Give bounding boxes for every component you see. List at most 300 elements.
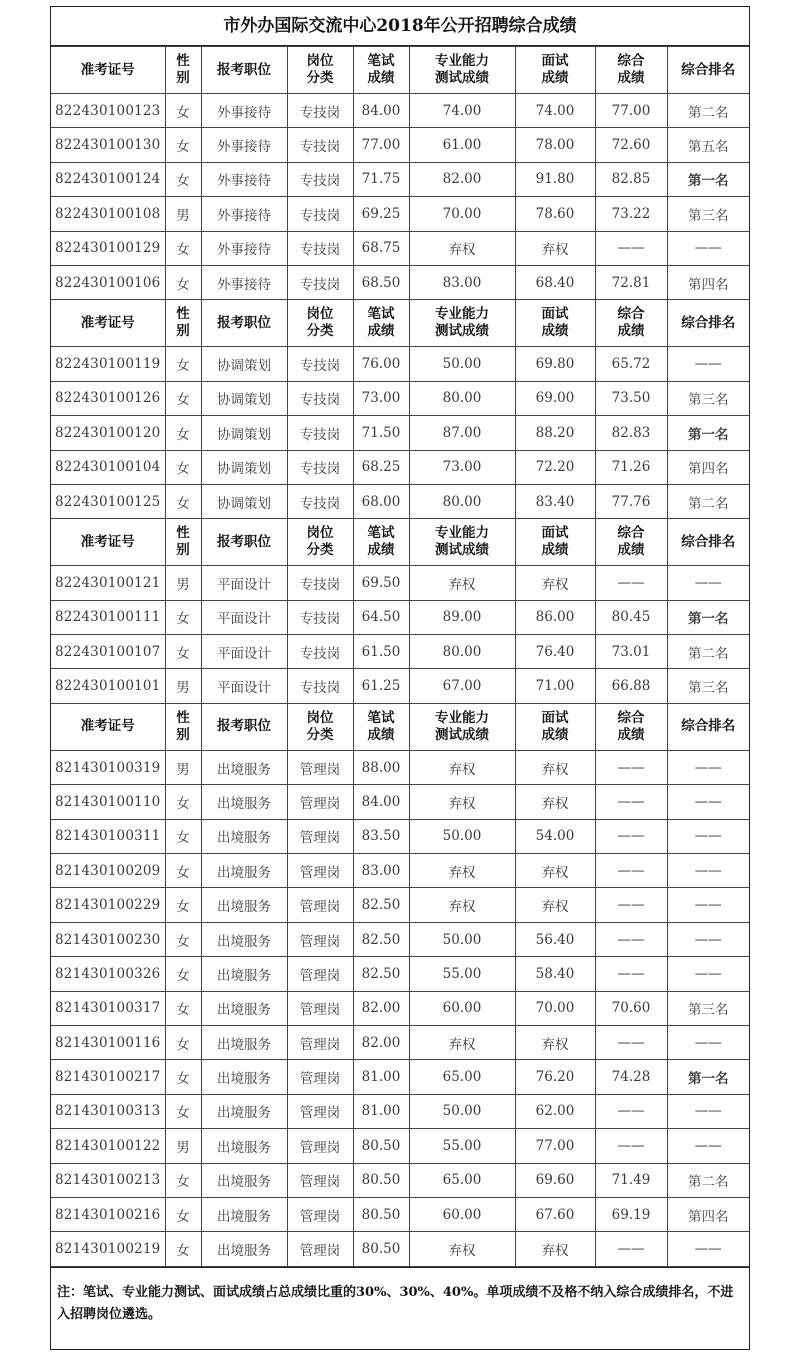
cell-exam-id: 821430100319 [51,750,165,784]
cell-ability-score: 83.00 [409,265,515,299]
header-ability-score: 专业能力 测试成绩 [409,703,515,750]
cell-interview-score: 弃权 [515,1232,595,1266]
header-ability-score: 专业能力 测试成绩 [409,47,515,94]
header-interview-score: 面试 成绩 [515,703,595,750]
cell-position: 出境服务 [201,1094,287,1128]
cell-total-score: —— [595,1094,667,1128]
cell-total-score: 77.00 [595,94,667,128]
cell-gender: 女 [165,162,201,196]
cell-ability-score: 60.00 [409,1197,515,1231]
table-row [51,819,749,853]
header-gender: 性 别 [165,703,201,750]
cell-total-score: —— [595,1129,667,1163]
cell-gender: 女 [165,265,201,299]
header-post-category: 岗位 分类 [287,47,353,94]
cell-total-score: 82.85 [595,162,667,196]
header-interview-score: 面试 成绩 [515,519,595,566]
header-rank: 综合排名 [667,300,749,347]
cell-ability-score: 80.00 [409,381,515,415]
cell-position: 外事接待 [201,197,287,231]
cell-total-score: —— [595,854,667,888]
cell-interview-score: 弃权 [515,231,595,265]
cell-ability-score: 65.00 [409,1060,515,1094]
cell-written-score: 64.50 [353,600,409,634]
table-row [51,231,749,265]
cell-total-score: 72.60 [595,128,667,162]
page-title: 市外办国际交流中心2018年公开招聘综合成绩 [51,7,749,46]
header-position: 报考职位 [201,519,287,566]
cell-rank: 第二名 [667,484,749,518]
cell-interview-score: 69.00 [515,381,595,415]
header-row [51,47,749,94]
cell-exam-id: 821430100216 [51,1197,165,1231]
header-written-score: 笔试 成绩 [353,519,409,566]
cell-interview-score: 69.80 [515,347,595,381]
cell-exam-id: 822430100101 [51,669,165,703]
cell-interview-score: 62.00 [515,1094,595,1128]
cell-ability-score: 弃权 [409,1232,515,1266]
cell-interview-score: 54.00 [515,819,595,853]
cell-ability-score: 50.00 [409,922,515,956]
header-ability-score: 专业能力 测试成绩 [409,519,515,566]
header-position: 报考职位 [201,703,287,750]
cell-interview-score: 78.60 [515,197,595,231]
table-row [51,854,749,888]
cell-interview-score: 71.00 [515,669,595,703]
cell-exam-id: 822430100111 [51,600,165,634]
cell-ability-score: 50.00 [409,347,515,381]
cell-position: 外事接待 [201,162,287,196]
cell-post-category: 管理岗 [287,957,353,991]
cell-position: 出境服务 [201,888,287,922]
cell-ability-score: 67.00 [409,669,515,703]
cell-exam-id: 821430100219 [51,1232,165,1266]
cell-rank: 第五名 [667,128,749,162]
cell-rank: —— [667,566,749,600]
cell-total-score: —— [595,231,667,265]
cell-ability-score: 50.00 [409,1094,515,1128]
cell-rank: 第四名 [667,1197,749,1231]
table-row [51,162,749,196]
cell-rank: —— [667,347,749,381]
cell-total-score: —— [595,888,667,922]
cell-written-score: 80.50 [353,1129,409,1163]
table-row [51,450,749,484]
table-row [51,1197,749,1231]
cell-post-category: 专技岗 [287,484,353,518]
cell-exam-id: 821430100209 [51,854,165,888]
header-row [51,703,749,750]
cell-total-score: 77.76 [595,484,667,518]
cell-rank: 第一名 [667,600,749,634]
header-written-score: 笔试 成绩 [353,300,409,347]
cell-written-score: 82.50 [353,922,409,956]
cell-post-category: 管理岗 [287,785,353,819]
cell-interview-score: 86.00 [515,600,595,634]
cell-exam-id: 821430100317 [51,991,165,1025]
cell-rank: 第三名 [667,197,749,231]
cell-position: 外事接待 [201,231,287,265]
cell-written-score: 61.50 [353,635,409,669]
cell-ability-score: 55.00 [409,1129,515,1163]
cell-ability-score: 70.00 [409,197,515,231]
cell-exam-id: 821430100217 [51,1060,165,1094]
cell-gender: 女 [165,1094,201,1128]
header-row [51,519,749,566]
cell-exam-id: 821430100313 [51,1094,165,1128]
cell-written-score: 81.00 [353,1094,409,1128]
cell-interview-score: 76.40 [515,635,595,669]
table-row [51,785,749,819]
cell-interview-score: 56.40 [515,922,595,956]
cell-exam-id: 822430100119 [51,347,165,381]
cell-exam-id: 822430100129 [51,231,165,265]
cell-post-category: 专技岗 [287,566,353,600]
cell-position: 协调策划 [201,381,287,415]
cell-position: 平面设计 [201,566,287,600]
cell-written-score: 71.75 [353,162,409,196]
cell-total-score: 72.81 [595,265,667,299]
cell-position: 出境服务 [201,957,287,991]
cell-interview-score: 76.20 [515,1060,595,1094]
header-post-category: 岗位 分类 [287,703,353,750]
header-exam-id: 准考证号 [51,519,165,566]
cell-gender: 女 [165,381,201,415]
cell-post-category: 专技岗 [287,162,353,196]
cell-position: 出境服务 [201,1025,287,1059]
score-sheet [50,6,750,1350]
cell-written-score: 82.00 [353,1025,409,1059]
cell-exam-id: 821430100116 [51,1025,165,1059]
cell-interview-score: 弃权 [515,1025,595,1059]
cell-written-score: 61.25 [353,669,409,703]
cell-interview-score: 弃权 [515,566,595,600]
table-row [51,347,749,381]
cell-written-score: 68.25 [353,450,409,484]
table-row [51,1129,749,1163]
cell-total-score: —— [595,922,667,956]
cell-post-category: 专技岗 [287,416,353,450]
cell-exam-id: 822430100106 [51,265,165,299]
cell-position: 出境服务 [201,1060,287,1094]
cell-rank: —— [667,1129,749,1163]
table-row [51,600,749,634]
cell-exam-id: 822430100123 [51,94,165,128]
cell-gender: 女 [165,819,201,853]
cell-interview-score: 88.20 [515,416,595,450]
header-interview-score: 面试 成绩 [515,47,595,94]
header-rank: 综合排名 [667,703,749,750]
table-row [51,669,749,703]
cell-interview-score: 弃权 [515,854,595,888]
table-row [51,94,749,128]
cell-ability-score: 弃权 [409,785,515,819]
header-total-score: 综合 成绩 [595,47,667,94]
cell-position: 出境服务 [201,819,287,853]
table-row [51,991,749,1025]
cell-position: 平面设计 [201,600,287,634]
cell-ability-score: 弃权 [409,1025,515,1059]
cell-ability-score: 65.00 [409,1163,515,1197]
cell-post-category: 管理岗 [287,1197,353,1231]
header-exam-id: 准考证号 [51,47,165,94]
cell-rank: —— [667,819,749,853]
cell-rank: —— [667,1232,749,1266]
cell-position: 出境服务 [201,854,287,888]
header-written-score: 笔试 成绩 [353,47,409,94]
cell-written-score: 84.00 [353,785,409,819]
cell-ability-score: 60.00 [409,991,515,1025]
cell-written-score: 88.00 [353,750,409,784]
table-row [51,416,749,450]
cell-gender: 女 [165,1197,201,1231]
cell-post-category: 管理岗 [287,1232,353,1266]
cell-post-category: 管理岗 [287,922,353,956]
table-row [51,1025,749,1059]
cell-gender: 女 [165,635,201,669]
cell-written-score: 71.50 [353,416,409,450]
cell-interview-score: 70.00 [515,991,595,1025]
header-gender: 性 别 [165,519,201,566]
cell-total-score: 82.83 [595,416,667,450]
header-exam-id: 准考证号 [51,703,165,750]
cell-post-category: 专技岗 [287,381,353,415]
cell-exam-id: 822430100130 [51,128,165,162]
cell-post-category: 专技岗 [287,94,353,128]
table-row [51,128,749,162]
header-rank: 综合排名 [667,519,749,566]
cell-post-category: 专技岗 [287,265,353,299]
cell-total-score: 71.26 [595,450,667,484]
cell-total-score: 80.45 [595,600,667,634]
cell-interview-score: 91.80 [515,162,595,196]
cell-gender: 女 [165,854,201,888]
header-rank: 综合排名 [667,47,749,94]
cell-gender: 女 [165,888,201,922]
cell-gender: 男 [165,566,201,600]
cell-rank: 第一名 [667,416,749,450]
cell-post-category: 管理岗 [287,1094,353,1128]
table-row [51,750,749,784]
cell-position: 外事接待 [201,94,287,128]
cell-written-score: 69.50 [353,566,409,600]
cell-written-score: 69.25 [353,197,409,231]
cell-ability-score: 50.00 [409,819,515,853]
cell-gender: 女 [165,128,201,162]
table-row [51,566,749,600]
cell-gender: 女 [165,94,201,128]
cell-rank: —— [667,1094,749,1128]
cell-rank: 第一名 [667,1060,749,1094]
cell-written-score: 83.50 [353,819,409,853]
cell-position: 外事接待 [201,128,287,162]
table-row [51,1060,749,1094]
cell-rank: 第三名 [667,669,749,703]
cell-total-score: —— [595,750,667,784]
cell-ability-score: 弃权 [409,231,515,265]
cell-interview-score: 弃权 [515,785,595,819]
cell-rank: —— [667,785,749,819]
cell-post-category: 管理岗 [287,750,353,784]
cell-written-score: 68.75 [353,231,409,265]
cell-rank: 第二名 [667,635,749,669]
header-interview-score: 面试 成绩 [515,300,595,347]
cell-post-category: 专技岗 [287,669,353,703]
cell-gender: 女 [165,231,201,265]
cell-position: 出境服务 [201,1129,287,1163]
cell-gender: 女 [165,1025,201,1059]
cell-gender: 女 [165,416,201,450]
cell-post-category: 专技岗 [287,128,353,162]
cell-written-score: 68.50 [353,265,409,299]
cell-exam-id: 821430100326 [51,957,165,991]
cell-ability-score: 55.00 [409,957,515,991]
cell-gender: 女 [165,1060,201,1094]
cell-exam-id: 822430100125 [51,484,165,518]
cell-total-score: 65.72 [595,347,667,381]
cell-gender: 女 [165,957,201,991]
cell-interview-score: 72.20 [515,450,595,484]
cell-gender: 女 [165,1232,201,1266]
cell-written-score: 83.00 [353,854,409,888]
table-row [51,1232,749,1266]
cell-rank: —— [667,231,749,265]
cell-rank: —— [667,922,749,956]
cell-ability-score: 74.00 [409,94,515,128]
cell-post-category: 管理岗 [287,1163,353,1197]
cell-total-score: —— [595,1025,667,1059]
cell-gender: 女 [165,1163,201,1197]
cell-exam-id: 822430100120 [51,416,165,450]
cell-ability-score: 82.00 [409,162,515,196]
cell-gender: 女 [165,785,201,819]
header-post-category: 岗位 分类 [287,519,353,566]
cell-gender: 女 [165,450,201,484]
cell-exam-id: 821430100213 [51,1163,165,1197]
cell-gender: 女 [165,484,201,518]
header-written-score: 笔试 成绩 [353,703,409,750]
cell-position: 出境服务 [201,785,287,819]
cell-post-category: 专技岗 [287,231,353,265]
cell-post-category: 管理岗 [287,854,353,888]
cell-ability-score: 61.00 [409,128,515,162]
table-row [51,888,749,922]
table-row [51,265,749,299]
cell-position: 出境服务 [201,1163,287,1197]
header-position: 报考职位 [201,300,287,347]
cell-rank: —— [667,888,749,922]
header-post-category: 岗位 分类 [287,300,353,347]
cell-interview-score: 68.40 [515,265,595,299]
cell-ability-score: 弃权 [409,750,515,784]
cell-exam-id: 821430100110 [51,785,165,819]
cell-rank: —— [667,1025,749,1059]
cell-position: 出境服务 [201,750,287,784]
cell-written-score: 76.00 [353,347,409,381]
cell-total-score: 71.49 [595,1163,667,1197]
cell-exam-id: 822430100121 [51,566,165,600]
cell-total-score: —— [595,785,667,819]
cell-total-score: 73.50 [595,381,667,415]
cell-written-score: 73.00 [353,381,409,415]
cell-total-score: —— [595,957,667,991]
cell-interview-score: 83.40 [515,484,595,518]
cell-position: 协调策划 [201,347,287,381]
cell-gender: 男 [165,1129,201,1163]
cell-written-score: 84.00 [353,94,409,128]
cell-position: 协调策划 [201,450,287,484]
cell-ability-score: 弃权 [409,854,515,888]
cell-post-category: 专技岗 [287,600,353,634]
cell-ability-score: 89.00 [409,600,515,634]
cell-ability-score: 弃权 [409,566,515,600]
cell-position: 协调策划 [201,484,287,518]
cell-gender: 女 [165,347,201,381]
cell-ability-score: 弃权 [409,888,515,922]
cell-exam-id: 822430100124 [51,162,165,196]
cell-ability-score: 80.00 [409,635,515,669]
header-gender: 性 别 [165,47,201,94]
cell-interview-score: 69.60 [515,1163,595,1197]
cell-exam-id: 822430100107 [51,635,165,669]
cell-total-score: 73.01 [595,635,667,669]
cell-total-score: —— [595,1232,667,1266]
cell-interview-score: 弃权 [515,888,595,922]
cell-rank: 第三名 [667,991,749,1025]
cell-rank: 第一名 [667,162,749,196]
table-row [51,957,749,991]
cell-written-score: 81.00 [353,1060,409,1094]
header-row [51,300,749,347]
cell-gender: 男 [165,750,201,784]
table-row [51,484,749,518]
cell-post-category: 专技岗 [287,635,353,669]
cell-exam-id: 821430100122 [51,1129,165,1163]
cell-position: 外事接待 [201,265,287,299]
cell-total-score: —— [595,819,667,853]
cell-rank: 第四名 [667,450,749,484]
cell-rank: —— [667,854,749,888]
cell-interview-score: 弃权 [515,750,595,784]
cell-gender: 女 [165,922,201,956]
cell-position: 协调策划 [201,416,287,450]
cell-gender: 女 [165,600,201,634]
cell-post-category: 管理岗 [287,1129,353,1163]
cell-rank: 第二名 [667,1163,749,1197]
cell-exam-id: 821430100311 [51,819,165,853]
cell-position: 出境服务 [201,922,287,956]
cell-post-category: 管理岗 [287,991,353,1025]
header-total-score: 综合 成绩 [595,300,667,347]
cell-total-score: 69.19 [595,1197,667,1231]
footnote: 注：笔试、专业能力测试、面试成绩占总成绩比重的30%、30%、40%。单项成绩不及格不纳入综合成绩排名，不进入招聘岗位遴选。 [51,1267,749,1349]
cell-interview-score: 58.40 [515,957,595,991]
cell-written-score: 82.00 [353,991,409,1025]
cell-ability-score: 80.00 [409,484,515,518]
cell-post-category: 管理岗 [287,888,353,922]
cell-total-score: 73.22 [595,197,667,231]
cell-written-score: 77.00 [353,128,409,162]
score-table [51,46,749,1267]
cell-exam-id: 822430100108 [51,197,165,231]
header-ability-score: 专业能力 测试成绩 [409,300,515,347]
cell-interview-score: 74.00 [515,94,595,128]
table-row [51,1163,749,1197]
cell-ability-score: 73.00 [409,450,515,484]
header-total-score: 综合 成绩 [595,703,667,750]
cell-written-score: 80.50 [353,1232,409,1266]
cell-post-category: 管理岗 [287,819,353,853]
